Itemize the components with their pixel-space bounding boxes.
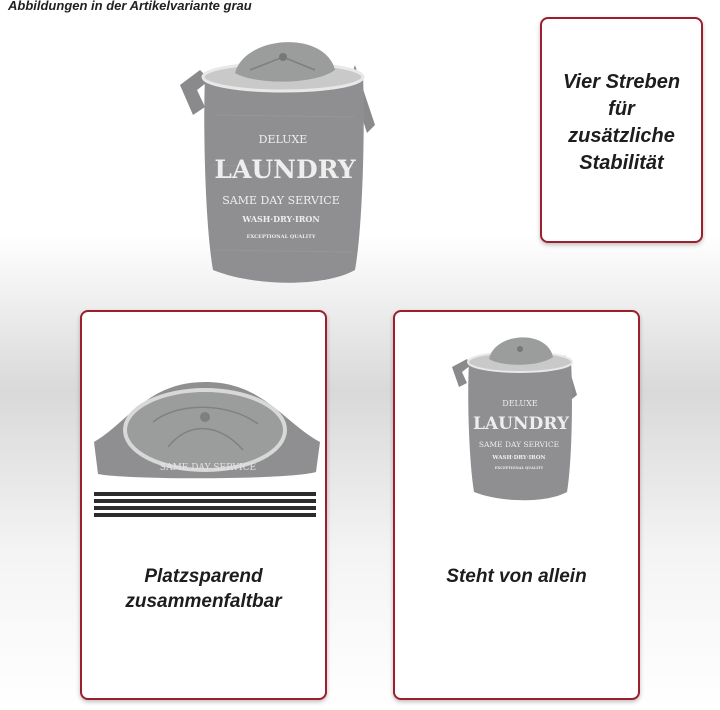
- hamper-print-line1: SAME DAY SERVICE: [222, 194, 340, 207]
- hamper-print-line2: WASH·DRY·IRON: [492, 455, 546, 461]
- hamper-brand-small: DELUXE: [258, 133, 308, 146]
- card-line: zusätzliche: [568, 125, 675, 147]
- hamper-brand-small: DELUXE: [502, 399, 538, 408]
- card-line: Vier Streben: [562, 71, 681, 93]
- hamper-print-line3: EXCEPTIONAL QUALITY: [246, 234, 316, 240]
- feature-card-freestanding: [393, 310, 640, 700]
- feature-card-freestanding-text: [395, 564, 638, 589]
- card-line: Platzsparend: [144, 566, 263, 587]
- strut: [94, 499, 316, 503]
- card-line: zusammenfaltbar: [125, 591, 282, 612]
- folded-hamper-image: [88, 362, 322, 522]
- feature-card-struts-text: [542, 69, 701, 177]
- folded-hamper-print: SAME DAY SERVICE: [159, 463, 257, 473]
- strut: [94, 513, 316, 517]
- hamper-print-line1: SAME DAY SERVICE: [478, 440, 560, 449]
- caption: Abbildungen in der Artikelvariante grau: [8, 0, 252, 13]
- hamper-print-line3: EXCEPTIONAL QUALITY: [494, 466, 544, 470]
- strut: [94, 506, 316, 510]
- hamper-brand-big: LAUNDRY: [473, 414, 569, 434]
- card-line: Stabilität: [579, 152, 664, 174]
- feature-card-foldable-text: [82, 564, 325, 614]
- hamper-image-small: [447, 327, 587, 507]
- strut: [94, 492, 316, 496]
- hamper-print-line2: WASH·DRY·IRON: [242, 214, 320, 224]
- card-line: Steht von allein: [446, 566, 587, 587]
- feature-card-foldable: [80, 310, 327, 700]
- hamper-image-large: [175, 25, 385, 295]
- feature-card-struts: [540, 17, 703, 243]
- card-line: für: [608, 98, 635, 120]
- hamper-brand-big: LAUNDRY: [214, 155, 356, 184]
